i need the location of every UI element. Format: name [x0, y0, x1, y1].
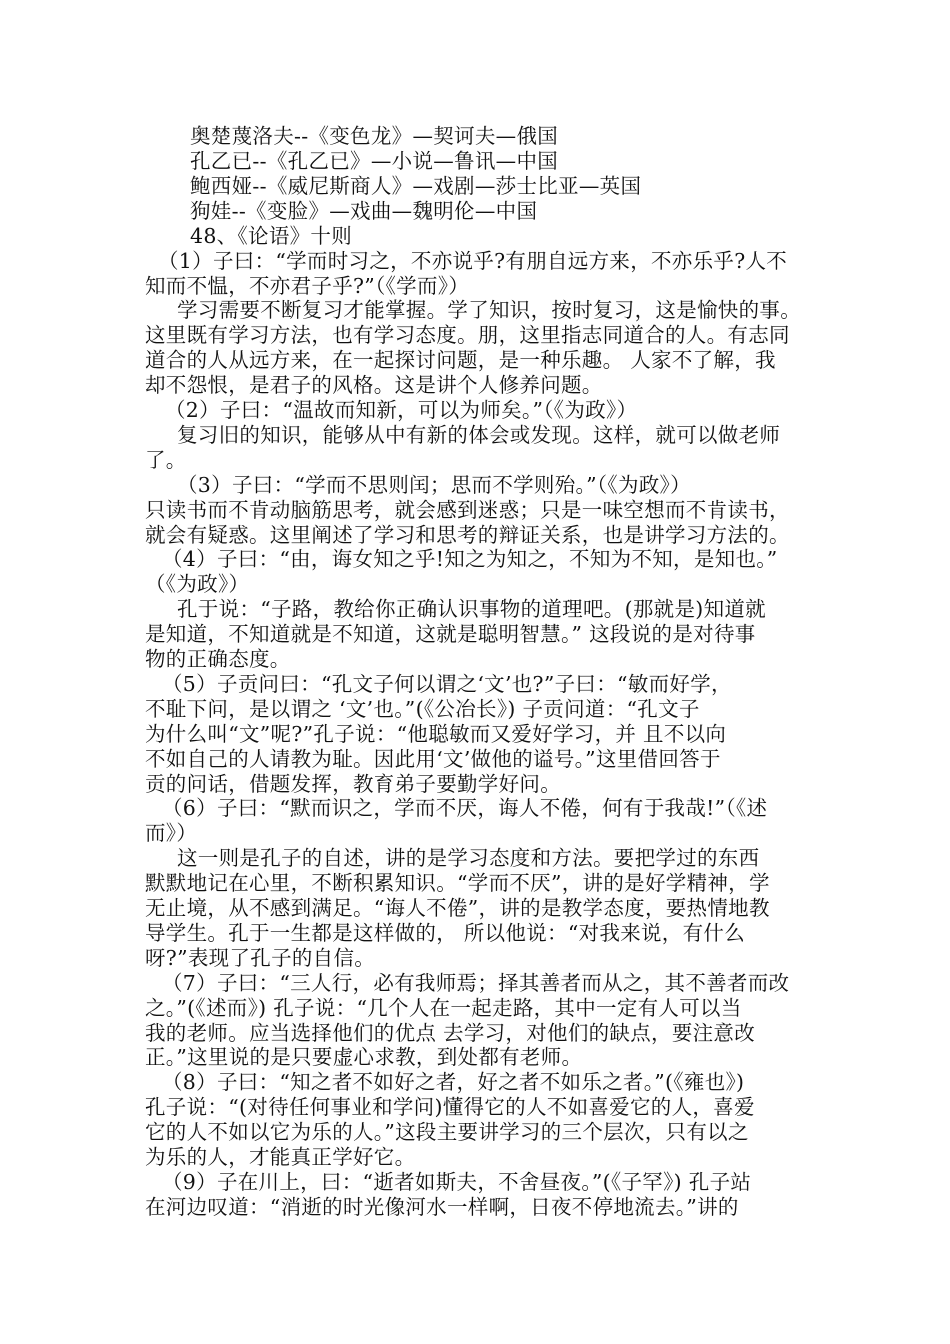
- text-line: （6）子曰：“默而识之，学而不厌，诲人不倦，何有于我哉!”（《述: [162, 796, 768, 820]
- text-line: 孔乙已--《孔乙已》—小说—鲁讯—中国: [190, 149, 559, 173]
- text-line: 物的正确态度。: [145, 647, 291, 671]
- text-line: 鲍西娅--《威尼斯商人》—戏剧—莎士比亚—英国: [190, 174, 642, 198]
- text-line: 它的人不如以它为乐的人。”这段主要讲学习的三个层次，只有以之: [145, 1120, 749, 1144]
- text-line: 无止境，从不感到满足。“诲人不倦”，讲的是教学态度，要热情地教: [145, 896, 770, 920]
- text-line: 这里既有学习方法，也有学习态度。朋，这里指志同道合的人。有志同: [145, 323, 790, 347]
- text-line: 狗娃--《变脸》—戏曲—魏明伦—中国: [190, 199, 538, 223]
- text-line: 是知道，不知道就是不知道，这就是聪明智慧。” 这段说的是对待事: [145, 622, 756, 646]
- text-line: 孔于说：“子路，教给你正确认识事物的道理吧。(那就是)知道就: [177, 597, 766, 621]
- text-line: 默默地记在心里，不断积累知识。“学而不厌”，讲的是好学精神，学: [145, 871, 770, 895]
- text-line: （7）子曰：“三人行，必有我师焉；择其善者而从之，其不善者而改: [162, 971, 790, 995]
- text-line: 这一则是孔子的自述，讲的是学习态度和方法。要把学过的东西: [177, 846, 760, 870]
- text-line: （1）子曰：“学而时习之，不亦说乎?有朋自远方来，不亦乐乎?人不: [158, 249, 788, 273]
- text-line: 为乐的人，才能真正学好它。: [145, 1145, 416, 1169]
- text-line: 我的老师。应当选择他们的优点 去学习，对他们的缺点，要注意改: [145, 1021, 756, 1045]
- text-line: 贡的问话，借题发挥，教育弟子要勤学好问。: [145, 772, 561, 796]
- text-line: 呀?”表现了孔子的自信。: [145, 946, 376, 970]
- text-line: 道合的人从远方来，在一起探讨问题，是一种乐趣。 人家不了解，我: [145, 348, 776, 372]
- text-line: 学习需要不断复习才能掌握。学了知识，按时复习，这是愉快的事。: [177, 298, 801, 322]
- text-line: （《为政》）: [145, 572, 250, 596]
- text-line: （3）子曰：“学而不思则闰；思而不学则殆。”（《为政》）: [177, 473, 691, 497]
- text-line: 为什么叫“文”呢?”孔子说：“他聪敏而又爱好学习，并 且不以向: [145, 722, 727, 746]
- text-line: 导学生。孔于一生都是这样做的， 所以他说：“对我来说，有什么: [145, 921, 745, 945]
- section-heading: 48、《论语》十则: [190, 224, 353, 248]
- text-line: 而》）: [145, 821, 198, 845]
- text-line: 孔子说：“(对待任何事业和学问)懂得它的人不如喜爱它的人，喜爱: [145, 1095, 755, 1119]
- text-line: 复习旧的知识，能够从中有新的体会或发现。这样，就可以做老师: [177, 423, 781, 447]
- text-line: 知而不愠，不亦君子乎?”（《学而》）: [145, 274, 470, 298]
- text-line: 在河边叹道：“消逝的时光像河水一样啊，日夜不停地流去。”讲的: [145, 1195, 739, 1219]
- text-line: （2）子曰：“温故而知新，可以为师矣。”（《为政》）: [165, 398, 638, 422]
- text-line: 了。: [145, 448, 187, 472]
- text-line: （9）子在川上，曰：“逝者如斯夫，不舍昼夜。”(《子罕》) 孔子站: [162, 1170, 752, 1194]
- text-line: （5）子贡问曰：“孔文子何以谓之‘文’也?”子曰：“敏而好学，: [162, 672, 732, 696]
- text-line: （8）子曰：“知之者不如好之者，好之者不如乐之者。”(《雍也》): [162, 1070, 745, 1094]
- text-line: 正。”这里说的是只要虚心求教，到处都有老师。: [145, 1045, 583, 1069]
- text-line: 之。”(《述而》) 孔子说：“几个人在一起走路，其中一定有人可以当: [145, 996, 742, 1020]
- text-line: 就会有疑惑。这里阐述了学习和思考的辩证关系，也是讲学习方法的。: [145, 523, 790, 547]
- text-line: 只读书而不肯动脑筋思考，就会感到迷惑；只是一味空想而不肯读书，: [145, 498, 790, 522]
- text-line: （4）子曰：“由，诲女知之乎!知之为知之，不知为不知，是知也。”: [162, 547, 778, 571]
- text-line: 不耻下问，是以谓之 ‘文’也。”(《公冶长》) 子贡问道：“孔文子: [145, 697, 700, 721]
- text-line: 却不怨恨，是君子的风格。这是讲个人修养问题。: [145, 373, 603, 397]
- text-line: 奥楚蔑洛夫--《变色龙》—契诃夫—俄国: [190, 124, 559, 148]
- text-line: 不如自己的人请教为耻。因此用‘文’做他的谥号。”这里借回答于: [145, 747, 721, 771]
